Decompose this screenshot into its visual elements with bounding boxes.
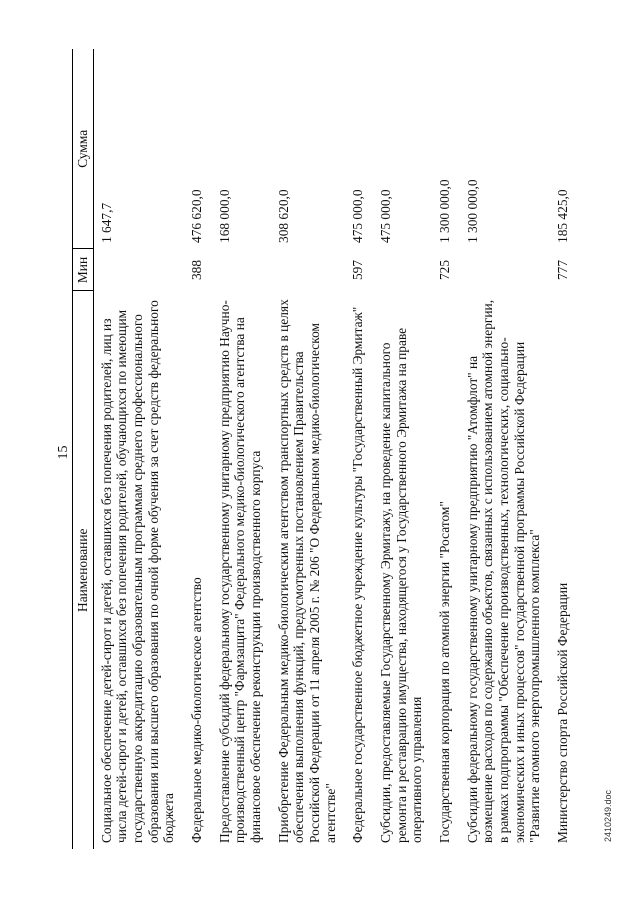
row-code xyxy=(212,249,271,291)
row-name: Субсидии, предоставляемые Государственному Эрмитажу, на проведение капитального ремонта и реставрацию имущества, находящегося у Государственного Эрмитажа на праве оперативного управления xyxy=(378,327,425,843)
row-sum: 475 000,0 xyxy=(350,189,366,243)
row-sum: 1 300 000,0 xyxy=(464,179,480,243)
table-row xyxy=(432,49,460,849)
document-code: 2410249.doc xyxy=(603,789,613,842)
row-code: 388 xyxy=(189,259,205,281)
row-sum: 475 000,0 xyxy=(378,189,394,243)
row-name: Приобретение Федеральным медико-биологическим агентством транспортных средств в целях обеспечения выполнения функций, предусмотренных постановлением Правительства Российской Федерации от 11 апреля 2005 г. № 206 "О Федеральном медико-биологическом агентстве" xyxy=(275,299,338,843)
budget-table xyxy=(72,49,578,849)
row-code: 725 xyxy=(437,259,453,281)
header-code: Мин xyxy=(73,249,94,291)
page-number: 15 xyxy=(56,445,71,460)
table-row xyxy=(550,49,578,849)
row-name: Социальное обеспечение детей-сирот и детей, оставшихся без попечения родителей, лиц из числа детей-сирот и детей, оставшихся без попечения родителей, обучающихся по имеющим государственную аккредитацию образовательным программам среднего профессионального образования или высшего образования по очной форме обучения за счет средств федерального бюджета xyxy=(98,300,177,843)
header-name: Наименование xyxy=(73,291,94,849)
row-name: Федеральное государственное бюджетное учреждение культуры "Государственный Эрмитаж" xyxy=(350,306,366,843)
row-sum: 1 300 000,0 xyxy=(437,179,453,243)
row-name: Государственная корпорация по атомной энергии "Росатом" xyxy=(437,501,453,843)
row-sum: 185 425,0 xyxy=(555,189,571,243)
row-sum: 308 620,0 xyxy=(275,189,291,243)
table-row xyxy=(460,49,550,849)
table-header xyxy=(73,49,94,849)
row-code xyxy=(460,249,550,291)
row-sum: 476 620,0 xyxy=(189,189,205,243)
row-name: Федеральное медико-биологическое агентство xyxy=(189,577,205,843)
row-sum: 168 000,0 xyxy=(216,189,232,243)
table-row xyxy=(345,49,373,849)
row-sum: 1 647,7 xyxy=(98,202,114,243)
row-name: Министерство спорта Российской Федерации xyxy=(555,582,571,843)
row-code xyxy=(271,249,346,291)
table-row xyxy=(184,49,212,849)
row-name: Субсидии федеральному государственному унитарному предприятию "Атомфлот" на возмещение расходов по содержанию объектов, связанных с использованием атомной энергии, в рамках подпрограммы "Обеспечение производственных, технологических, социально-экономических и иных процессов" государственной программы Российской Федерации "Развитие атомного энергопромышленного комплекса" xyxy=(464,299,543,843)
table-row xyxy=(373,49,432,849)
row-code: 777 xyxy=(555,259,571,281)
row-code xyxy=(373,249,432,291)
row-code xyxy=(93,249,184,291)
table-row xyxy=(212,49,271,849)
row-code: 597 xyxy=(350,259,366,281)
header-sum: Сумма xyxy=(73,49,94,249)
table-row xyxy=(93,49,184,849)
table-row xyxy=(271,49,346,849)
row-name: Предоставление субсидий федеральному государственному унитарному предприятию Научно-производственный центр "Фармзащита" Федерального медико-биологического агентства на финансовое обеспечение реконструкции производственного корпуса xyxy=(216,300,264,843)
